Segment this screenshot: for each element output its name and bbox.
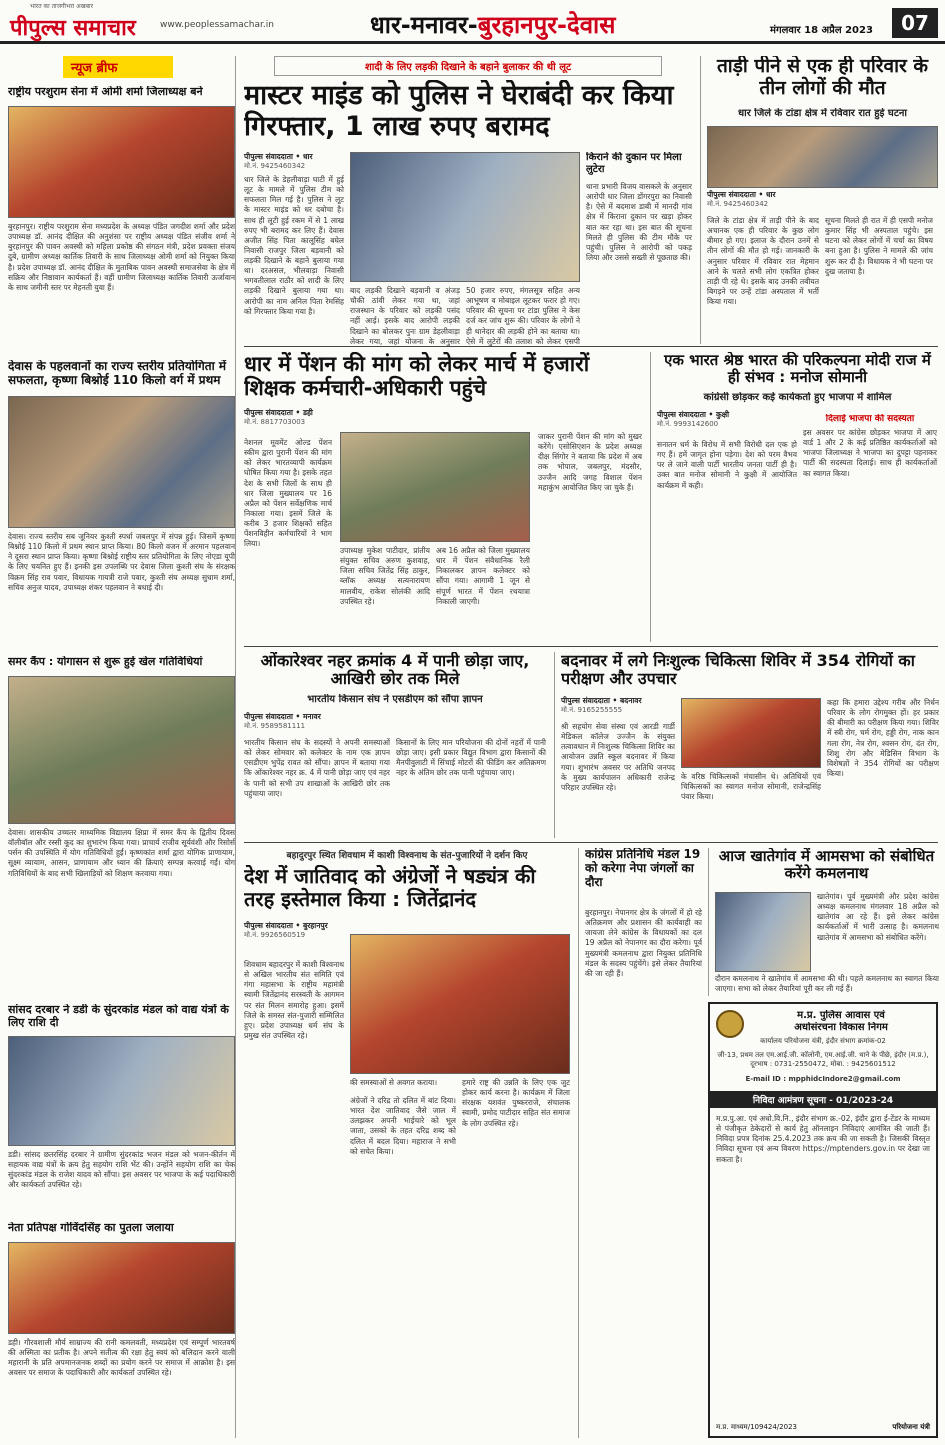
jitendranand-story bbox=[244, 848, 570, 1438]
brief-2-photo bbox=[8, 396, 235, 528]
canal-body-2: किसानों के लिए मान परियोजना की दोनों नहरों में पानी छोड़ा जाए। इसी प्रकार विद्युत विभाग द्वारा किसानों की मैनपीवुलाटी में सिंचाई मोटरों की फीडिंग कर अतिक्रमण नहर के अंतिम छोर तक पानी पहुंचाया जाए। bbox=[396, 738, 546, 778]
canal-body: भारतीय किसान संघ के सदस्यों ने अपनी समस्याओं को लेकर सोमवार को कलेक्टर के नाम एक ज्ञापन एसडीएम भुपेंद्र रावत को सौंपा। ज्ञापन में बताया गया कि ओंकारेश्वर नहर क्र. 4 में पानी छोड़ा जाए एवं नहर के पानी को सभी उप शाखाओं के आखिरी छोर तक पहुंचाया जाए। bbox=[244, 738, 390, 798]
pension-photo bbox=[340, 432, 530, 542]
section-title-red: बुरहानपुर-देवास bbox=[477, 11, 616, 39]
jitendra-caption: की समस्याओं से अवगत कराया। bbox=[350, 1078, 438, 1087]
jitendra-byline-name: पीपुल्स संवाददाता • बुरहानपुर bbox=[244, 921, 328, 930]
canal-subhead: भारतीय किसान संघ ने एसडीएम को सौंपा ज्ञापन bbox=[307, 694, 483, 705]
news-brief-column bbox=[8, 56, 236, 1438]
somani-box bbox=[803, 414, 937, 638]
jitendra-body: शिवधाम बहादरपुर में काशी विश्वनाथ से अखिल भारतीय संत समिति एवं गंगा महासभा के राष्ट्रीय महामंत्री स्वामी जितेंद्रानंद सरस्वती के आगमन पर संत मिलन समारोह हुआ। इसमें जिले के समस्त संत-पुजारी सम्मिलित हुए। प्रदेश उपाध्यक्ष धर्म संघ के प्रमुख संत उपस्थित रहे। bbox=[244, 960, 344, 1040]
lead-caption: बाद लड़की दिखाने बड़वानी व अंजड़ चौकी ठांवी लेकर गया था, जहां राजस्थान के परिवार को लड़की पसंद नहीं आई। इसके बाद आरोपी लड़की दिखाने का बोलकर पुनः ग्राम डेहलीवाड़ा लेकर गया, जहां योजना के अनुसार bbox=[350, 286, 460, 346]
lead-sidebar bbox=[586, 152, 692, 346]
canal-headline: ओंकारेश्वर नहर क्रमांक 4 में पानी छोड़ा जाए, आखिरी छोर तक मिले bbox=[260, 652, 530, 689]
pension-mobile: मो.नं. 8817703003 bbox=[244, 418, 306, 426]
brief-4-photo bbox=[8, 1036, 235, 1146]
ad-footer-left: म.प्र. माध्यम/109424/2023 bbox=[716, 1423, 797, 1431]
camp-byline bbox=[561, 696, 691, 715]
lead-body: धार जिले के डेहलीवाड़ा घाटी में हुई लूट के मामले में पुलिस टीम को सफलता मिल गई है। पुलिस ने लूट के मास्टर माइंड को धर दबोचा है। साथ ही लूटी हुई रकम में से 1 लाख रुपए भी बरामद कर लिए हैं। देवास अजीत सिंह पिता कालूसिंह बघेल निवासी राजपुर जिला बड़वानी को लड़की दिखाने के बहाने बुलाया गया था। दरअसल, भीलवाड़ा निवासी भगवतीलाल राठौर को शादी के लिए लड़की दिखाने बुलाया गया था। आरोपी का नाम अनिल पिता रेमसिंह को गिरफ्तार किया गया है। bbox=[244, 175, 344, 316]
lead-mobile: मो.नं. 9425460342 bbox=[244, 162, 306, 170]
brief-3-photo bbox=[8, 676, 235, 824]
ad-office: कार्यालय परियोजना यंत्री, इंदौर संभाग क्रमांक-02 bbox=[760, 1037, 886, 1045]
toddy-byline bbox=[707, 190, 938, 209]
toddy-photo bbox=[707, 126, 938, 188]
lead-sidebar-body: थाना प्रभारी विजय वासकले के अनुसार आरोपी धार जिला डोंगरपुरा का निवासी है। ऐसे में बदमाश डाबी में मानदी गांव क्षेत्र में किराना दुकान पर खड़ा होकर बात कर रहा था। इस बात की सूचना मिलते ही पुलिस की टीम मौके पर पहुंची। पुलिस ने आरोपी को पकड़ लिया और उससे सख्ती से पूछताछ की। bbox=[586, 182, 692, 262]
site-url: www.peoplessamachar.in bbox=[160, 20, 274, 30]
ad-footer-right: परियोजना यंत्री bbox=[892, 1423, 930, 1431]
masthead bbox=[0, 0, 945, 44]
section-title bbox=[370, 8, 616, 41]
toddy-headline: ताड़ी पीने से एक ही परिवार के तीन लोगों की मौत bbox=[716, 56, 929, 99]
camp-body: श्री सहयोग सेवा संस्था एवं आरडी गार्डी मेडिकल कॉलेज उज्जैन के संयुक्त तत्वावधान में निःशुल्क चिकित्सा शिविर का आयोजन उन्नति स्कूल बदनावर में किया गया। शुभारंभ अवसर पर अतिथि जनपद के मुख्य कार्यपालन अधिकारी राजेन्द्र परिहार उपस्थित रहे। bbox=[561, 722, 675, 792]
toddy-subhead: धार जिले के टांडा क्षेत्र में रविवार रात हुई घटना bbox=[737, 108, 908, 119]
ad-email: E-mail ID : mpphidcIndore2@gmail.com bbox=[745, 1075, 901, 1083]
brief-3-body: देवास। शासकीय उच्चतर माध्यमिक विद्यालय क्षिप्रा में समर कैंप के द्वितीय दिवस वॉलीबॉल और रस्सी कूद का शुभारंभ किया गया। प्राचार्य राजीव सूर्यवंशी और रिसोर्स पर्सन की उपस्थिति में योग गतिविधियों हुईं। कृष्णकांत शर्मा द्वारा योगिक प्राणायाम, सूक्ष्म व्यायाम, आसन, प्राणायाम और ध्यान की क्रियाएं सम्पन्न करवाई गईं। योग गतिविधियों के बाद सभी खिलाड़ियों को शिक्षण करवाया गया। bbox=[8, 828, 235, 878]
kamalnath-caption: दौरान कमलनाथ ने खातेगांव में आमसभा की थी। पहले कमलनाथ का स्वागत किया जाएगा। सभा को लेकर तैयारियां पूरी कर ली गई हैं। bbox=[715, 974, 939, 994]
lead-subhead: किराने की दुकान पर मिला लुटेरा bbox=[586, 152, 682, 175]
police-emblem-icon bbox=[716, 1010, 744, 1038]
section-title-black: धार-मनावर- bbox=[370, 11, 478, 39]
pension-body-2: अब 16 अप्रैल को जिला मुख्यालय धार में पेंशन संवैधानिक रैली निकालकर ज्ञापन कलेक्टर को सौंपा गया। आगामी 1 जून से संपूर्ण भारत में पेंशन रथयात्रा निकाली जाएगी। bbox=[436, 546, 530, 606]
kamalnath-photo bbox=[715, 892, 811, 972]
camp-photo bbox=[681, 698, 821, 768]
nepa-forest-story bbox=[578, 848, 702, 1438]
kamalnath-story bbox=[708, 848, 938, 996]
nepa-headline: कांग्रेस प्रतिनिधि मंडल 19 को करेगा नेपा जंगलों का दौरा bbox=[585, 848, 701, 889]
kamalnath-headline: आज खातेगांव में आमसभा को संबोधित करेंगे कमलनाथ bbox=[718, 848, 935, 883]
ad-org-line1: म.प्र. पुलिस आवास एवं bbox=[797, 1010, 885, 1021]
pension-sidebar: जाकर पुरानी पेंशन की मांग को मुखर करेंगे। एसोसिएशन के प्रदेश अध्यक्ष दीक्ष सिंगोर ने बताया कि प्रदेश में अब तक भोपाल, जबलपुर, मंदसौर, उज्जैन आदि जगह विशाल पेंशन महाकुंभ आयोजित किए जा चुके हैं। bbox=[538, 432, 642, 492]
somani-box-title: दिलाई भाजपा की सदस्यता bbox=[825, 414, 915, 424]
canal-water-story bbox=[244, 652, 546, 838]
jitendra-kicker: बहादुरपुर स्थित शिवधाम में काशी विश्वनाथ के संत-पुजारियों ने दर्शन किए bbox=[286, 851, 528, 861]
jitendra-photo bbox=[350, 934, 570, 1074]
somani-byline bbox=[657, 410, 787, 429]
brief-4-body: डडी। सांसद छतरसिंह दरबार ने ग्रामीण सुंदरकांड भजन मंडल को भजन-कीर्तन में सहायक वाद्य यंत्रों के क्रय हेतु सहयोग राशि भेंट की। उन्होंने सहयोग राशि का चेक सुंदरकांड मंडल के राजेश यादव को सौंपा। इस अवसर पर भाजपा के कई पदाधिकारी और कार्यकर्ता उपस्थित रहे। bbox=[8, 1150, 235, 1190]
jitendra-body-3: हमारे राष्ट्र की उन्नति के लिए एक जुट होकर कार्य करना है। कार्यक्रम में जिला संरक्षक यशवंत पुष्करराजे, संचालक स्वामी, प्रमोद पाटीदार सहित संत समाज के लोग उपस्थित रहे। bbox=[462, 1078, 570, 1128]
brief-1-photo bbox=[8, 106, 235, 218]
ad-org-line2: अधोसंरचना विकास निगम bbox=[794, 1021, 888, 1033]
somani-story bbox=[650, 352, 938, 642]
lead-headline: मास्टर माइंड को पुलिस ने घेराबंदी कर किया गिरफ्तार, 1 लाख रुपए बरामद bbox=[244, 80, 674, 143]
nepa-body: बुरहानपुर। नेपानगर क्षेत्र के जंगलों में हो रहे अतिक्रमण और प्रशासन की कार्यवाही का जायजा लेने कांग्रेस के विधायकों का दल 19 अप्रैल को नेपानगर का दौरा करेगा। पूर्व मुख्यमंत्री कमलनाथ द्वारा नियुक्त प्रतिनिधि मंडल के सदस्य पहुंचेंगे। इसे लेकर तैयारियां की जा रही हैं। bbox=[585, 908, 702, 978]
toddy-body: जिले के टांडा क्षेत्र में ताड़ी पीने के बाद अचानक एक ही परिवार के कुछ लोग बीमार हो गए। इलाज के दौरान उनमें से तीन लोगों की मौत हो गई। जानकारी के अनुसार परिवार में रविवार रात मेहमान आने के चलते सभी लोग एकत्रित होकर ताड़ी पी रहे थे। इसके बाद उनकी तबीयत बिगड़ने पर उन्हें टांडा अस्पताल में भर्ती किया गया। bbox=[707, 216, 819, 306]
toddy-body-2: सूचना मिलते ही रात में ही एसपी मनोज कुमार सिंह भी अस्पताल पहुंचे। इस घटना को लेकर लोगों में चर्चा का विषय बना हुआ है। पुलिस ने मामले की जांच शुरू कर दी है। विधायक ने भी घटना पर दुख जताया है। bbox=[825, 216, 933, 276]
medical-camp-story bbox=[554, 652, 938, 838]
brief-4-title: सांसद दरबार ने डडी के सुंदरकांड मंडल को वाद्य यंत्रों के लिए राशि दी bbox=[8, 1004, 229, 1029]
news-brief-label: न्यूज ब्रीफ bbox=[63, 56, 173, 78]
pension-byline bbox=[244, 408, 364, 427]
brief-2-body: देवास। राज्य स्तरीय सब जूनियर कुश्ती स्पर्धा जबलपुर में संपन्न हुई। जिसमें कृष्णा बिश्नोई 110 किलो में प्रथम स्थान प्राप्त किया। 80 किलो वजन में अरमान पहलवान ने दूसरा स्थान प्राप्त किया। कृष्णा बिश्नोई राष्ट्रीय स्तर प्रतियोगिता के लिए नोएडा यूपी के लिए चयनित हुए हैं। इनकी इस उपलब्धि पर देवास जिला कुश्ती संघ के संरक्षक विक्रम सिंह राव पवार, विधायक गायत्री राजे पवार, कुश्ती संघ अध्यक्ष सुधाम शर्मा, सचिव अनुज यादव, उपाध्यक्ष शंकर पहलवान ने बधाई दी। bbox=[8, 532, 235, 592]
ad-tender-title: निविदा आमंत्रण सूचना - 01/2023-24 bbox=[710, 1091, 936, 1108]
page-number: 07 bbox=[892, 8, 938, 38]
pension-headline: धार में पेंशन की मांग को लेकर मार्च में हजारों शिक्षक कर्मचारी-अधिकारी पहुंचे bbox=[244, 352, 590, 401]
kamalnath-body: खातेगांव। पूर्व मुख्यमंत्री और प्रदेश कांग्रेस अध्यक्ष कमलनाथ मंगलवार 18 अप्रैल को खातेगांव आ रहे हैं। इसे लेकर कांग्रेस कार्यकर्ताओं में भारी उत्साह है। कमलनाथ खातेगांव में आमसभा को संबोधित करेंगे। bbox=[817, 892, 939, 942]
camp-body-2: कहा कि हमारा उद्देश्य गरीब और निर्धन परिवार के लोग रोगमुक्त हों। हर प्रकार की बीमारी का परीक्षण किया गया। शिविर में स्त्री रोग, चर्म रोग, हड्डी रोग, नाक कान गला रोग, नेत्र रोग, श्वसन रोग, दंत रोग, शिशु रोग और मेडिसिन विभाग के विशेषज्ञों ने 354 रोगियों का परीक्षण किया। bbox=[827, 698, 939, 778]
somani-byline-name: पीपुल्स संवाददाता • कुक्षी bbox=[657, 410, 730, 419]
issue-date: मंगलवार 18 अप्रैल 2023 bbox=[770, 25, 873, 36]
lead-kicker: शादी के लिए लड़की दिखाने के बहाने बुलाकर की थी लूट bbox=[274, 56, 662, 76]
lead-story bbox=[244, 56, 692, 344]
canal-mobile: मो.नं. 9589581111 bbox=[244, 722, 306, 730]
somani-mobile: मो.नं. 9993142600 bbox=[657, 420, 719, 428]
canal-byline-name: पीपुल्स संवाददाता • मनावर bbox=[244, 712, 321, 721]
toddy-mobile: मो.नं. 9425460342 bbox=[707, 200, 769, 208]
somani-subhead: कांग्रेसी छोड़कर कई कार्यकर्ता हुए भाजपा में शामिल bbox=[703, 392, 892, 403]
jitendra-headline: देश में जातिवाद को अंग्रेजों ने षड्यंत्र की तरह इस्तेमाल किया : जितेंद्रानंद bbox=[244, 865, 536, 911]
somani-headline: एक भारत श्रेष्ठ भारत की परिकल्पना मोदी राज में ही संभव : मनोज सोमानी bbox=[664, 352, 931, 387]
ad-address: जी-13, प्रथम तल एम.आई.जी. कॉलोनी, एम.आई.जी. थाने के पीछे, इंदौर (म.प्र.), दूरभाष : 0731-2550472, मोबा. : 9425601512 bbox=[717, 1051, 929, 1069]
brief-5-photo bbox=[8, 1242, 235, 1334]
lead-photo bbox=[350, 152, 580, 282]
jitendra-mobile: मो.नं. 9926560519 bbox=[244, 931, 306, 939]
tagline: भारत का ताजगीभरा अखबार bbox=[30, 3, 94, 10]
brief-1-body: बुरहानपुर। राष्ट्रीय परशुराम सेना मध्यप्रदेश के अध्यक्ष पंडित जगदीश शर्मा और प्रदेश उपाध्यक्ष डॉ. आनंद दीक्षित की अनुशंसा पर राष्ट्रीय अध्यक्ष पंडित संजीव शर्मा ने बुरहानपुर की पावन अवस्थी को महिला प्रकोष्ठ की संगठन मंत्री, प्रदेश प्रवक्ता संजय दुबे, ग्रामीण अध्यक्ष कार्तिक तिवारी के साथ जिलाध्यक्ष ओमी शर्मा को नियुक्त किया है। प्रदेश उपाध्यक्ष डॉ. आनंद दीक्षित के मुताबिक पावन अवस्थी समाजसेवा के क्षेत्र में सक्रिय और निष्ठावान कार्यकर्ता हैं। वहीं ग्रामीण जिलाध्यक्ष कार्तिक तिवारी ऊर्जावान के साथ जमीनी स्तर पर मेहनती युवा हैं। bbox=[8, 222, 235, 292]
canal-byline bbox=[244, 712, 374, 731]
brief-2-title: देवास के पहलवानों का राज्य स्तरीय प्रतियोगिता में सफलता, कृष्णा बिश्नोई 110 किलो वर्ग में प्रथम bbox=[8, 360, 227, 387]
brief-1-title: राष्ट्रीय परशुराम सेना में ओमी शर्मा जिलाध्यक्ष बने bbox=[8, 86, 203, 98]
camp-caption: के वरिष्ठ चिकित्सकों मंचासीन थे। अतिथियों एवं चिकित्सकों का स्वागत मनोज सोमानी, राजेन्द्रसिंह पंवार किया। bbox=[681, 772, 821, 802]
brief-5-body: डही। गौरवशाली मौर्य साम्राज्य की रानी कमलवती, मध्यप्रदेश एवं सम्पूर्ण भारतवर्ष की अस्मिता का प्रतीक है। अपने सतीत्व की रक्षा हेतु स्वयं को बलिदान करने वाली महारानी के प्रति अपमानजनक शब्दों का प्रयोग करने पर समाज में आक्रोश है। इस अवसर पर समाज के पदाधिकारी और कार्यकर्ता उपस्थित रहे। bbox=[8, 1338, 235, 1378]
lead-byline bbox=[244, 152, 344, 171]
camp-mobile: मो.नं. 9165255555 bbox=[561, 706, 623, 714]
somani-body: सनातन धर्म के विरोध में सभी विरोधी दल एक हो गए हैं। हमें जागृत होना पड़ेगा। देश को परम वैभव पर ले जाने वाली पार्टी भारतीय जनता पार्टी ही है। उक्त बात मनोज सोमानी ने कुक्षी में आयोजित कार्यक्रम में कही। bbox=[657, 440, 797, 490]
somani-box-body: इस अवसर पर कांग्रेस छोड़कर भाजपा में आए वार्ड 1 और 2 के कई प्रतिष्ठित कार्यकर्ताओं को भाजपा जिलाध्यक्ष ने भाजपा का दुपट्टा पहनाकर पार्टी की सदस्यता दिलाई। साथ ही कार्यकर्ताओं का स्वागत किया। bbox=[803, 428, 937, 478]
toddy-death-story bbox=[700, 56, 938, 344]
jitendra-body-2: अंग्रेजों ने दरिद्र तो दलित में बांट दिया। भारत देश जातिवाद जैसे जाल में उलझकर अपनी भाईचारे को भूल जाता, उसको के तहत दरिद्र शब्द को दलित में बदल दिया। महाराज ने सभी को सचेत किया। bbox=[350, 1096, 456, 1156]
lead-body-2: 50 हजार रुपए, मंगलसूत्र सहित अन्य आभूषण व मोबाइल लूटकर फरार हो गए। परिवार की सूचना पर टांडा पुलिस ने केस दर्ज कर जांच शुरू की। परिवार के लोगों ने ही थानेदार की लड़की होने का बताया था। ऐसे में लुटेरों की तलाश को लेकर एसपी bbox=[466, 286, 580, 346]
pension-march-story bbox=[244, 352, 642, 642]
toddy-byline-name: पीपुल्स संवाददाता • धार bbox=[707, 190, 776, 199]
lead-byline-box bbox=[244, 152, 344, 347]
camp-headline: बदनावर में लगे निःशुल्क चिकित्सा शिविर में 354 रोगियों का परीक्षण और उपचार bbox=[561, 652, 915, 689]
pension-byline-name: पीपुल्स संवाददाता • डही bbox=[244, 408, 313, 417]
lead-byline-name: पीपुल्स संवाददाता • धार bbox=[244, 152, 313, 161]
pension-caption: उपाध्यक्ष मुकेश पाटीदार, प्रांतीय संयुक्त सचिव अरुण कुशवाह, जिला सचिव जितेंद्र सिंह ठाकुर, ब्लॉक अध्यक्ष सत्यनारायण मालवीय, राकेश सोलंकी आदि उपस्थित रहे। bbox=[340, 546, 430, 606]
brief-5-title: नेता प्रतिपक्ष गोविंदसिंह का पुतला जलाया bbox=[8, 1222, 174, 1234]
tender-notice-ad bbox=[708, 1002, 938, 1438]
pension-body: नेशनल मूवमेंट ओल्ड पेंशन स्कीम द्वारा पुरानी पेंशन की मांग को लेकर भारतव्यापी कार्यक्रम घोषित किया गया है। इसके तहत देश के सभी जिलों के साथ ही धार जिला मुख्यालय पर 16 अप्रैल को पेंशन सर्वेक्षणिक मार्च निकाला गया। इसमें जिले के करीब 3 हजार शिक्षकों सहित पेंशनविहीन कर्मचारियों ने भाग लिया। bbox=[244, 438, 332, 549]
ad-body: म.प्र.पु.आ. एवं अधो.वि.नि., इंदौर संभाग क्र.-02, इंदौर द्वारा ई-टेंडर के माध्यम से पंजीकृत ठेकेदारों से कार्य हेतु ऑनलाइन निविदाएं आमंत्रित की जाती हैं। निविदा प्रपत्र दिनांक 25.4.2023 तक क्रय की जा सकती है। जिसकी विस्तृत निविदा सूचना एवं अन्य विवरण https://mptenders.gov.in पर देखा जा सकता है। bbox=[716, 1114, 930, 1164]
logo: पीपुल्स समाचार bbox=[10, 15, 136, 41]
camp-byline-name: पीपुल्स संवाददाता • बदनावर bbox=[561, 696, 642, 705]
brief-3-title: समर कैंप : योगासन से शुरू हुई खेल गतिविधियां bbox=[8, 656, 203, 668]
